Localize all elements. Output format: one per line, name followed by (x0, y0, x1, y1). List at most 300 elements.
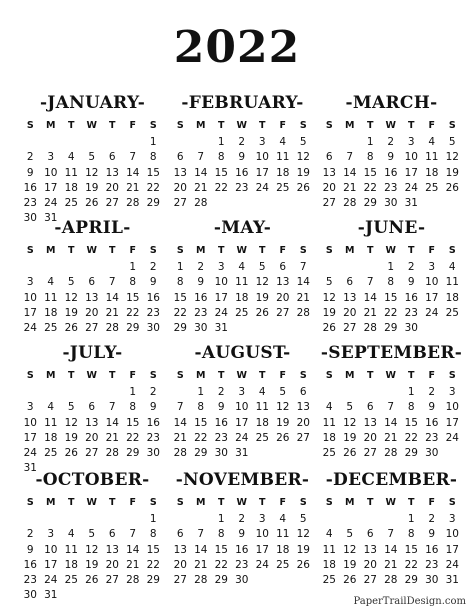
day-cell: 21 (105, 306, 119, 319)
day-cell: 5 (88, 528, 96, 541)
day-cell: 18 (322, 431, 336, 444)
day-cell: 10 (44, 166, 58, 179)
weekday-header: S (176, 497, 184, 508)
weekday-header: M (46, 497, 56, 508)
month-february (170, 92, 315, 211)
day-cell: 17 (214, 291, 228, 304)
weekday-header: M (196, 497, 206, 508)
empty-cell (170, 385, 191, 400)
day-grid (20, 241, 165, 336)
day-cell: 10 (445, 528, 459, 541)
day-cell: 12 (85, 166, 99, 179)
day-cell: 8 (407, 528, 415, 541)
day-cell: 12 (445, 151, 459, 164)
weekday-header: M (196, 245, 206, 256)
day-cell: 21 (126, 558, 140, 571)
day-cell: 29 (146, 574, 160, 587)
day-cell: 19 (343, 558, 357, 571)
day-cell: 30 (146, 447, 160, 460)
day-cell: 30 (23, 589, 37, 602)
day-cell: 16 (146, 291, 160, 304)
day-cell: 30 (194, 322, 208, 335)
day-cell: 15 (214, 543, 228, 556)
day-cell: 28 (105, 447, 119, 460)
day-cell: 16 (235, 543, 249, 556)
day-cell: 3 (238, 386, 246, 398)
empty-cell (340, 135, 361, 150)
day-cell: 27 (85, 322, 99, 335)
day-cell: 31 (44, 212, 58, 225)
day-cell: 7 (366, 276, 374, 289)
weekday-header: T (259, 497, 266, 508)
weekday-header: F (428, 245, 435, 256)
weekday-header: F (428, 370, 435, 381)
day-cell: 8 (387, 276, 395, 289)
day-cell: 30 (425, 447, 439, 460)
day-cell: 2 (217, 386, 225, 398)
day-cell: 7 (387, 528, 395, 541)
day-cell: 11 (276, 528, 290, 541)
day-cell: 6 (325, 151, 333, 164)
day-grid (20, 366, 165, 477)
day-cell: 1 (366, 136, 374, 148)
weekday-header: T (218, 370, 225, 381)
day-cell: 5 (67, 401, 75, 414)
day-cell: 10 (23, 416, 37, 429)
empty-cell (319, 260, 340, 275)
weekday-header: S (325, 245, 333, 256)
day-cell: 17 (23, 431, 37, 444)
day-cell: 29 (146, 197, 160, 210)
weekday-header: T (68, 120, 75, 131)
day-cell: 28 (194, 574, 208, 587)
day-cell: 27 (173, 197, 187, 210)
weekday-header: W (385, 497, 396, 508)
day-cell: 28 (384, 574, 398, 587)
day-cell: 4 (47, 276, 55, 289)
day-cell: 19 (322, 306, 336, 319)
day-cell: 13 (173, 166, 187, 179)
day-cell: 22 (214, 181, 228, 194)
month-name: -JULY- (62, 343, 123, 363)
day-cell: 23 (235, 558, 249, 571)
empty-cell (360, 260, 381, 275)
weekday-header: T (259, 370, 266, 381)
day-cell: 26 (64, 447, 78, 460)
weekday-header: W (236, 245, 247, 256)
day-cell: 18 (44, 306, 58, 319)
day-cell: 26 (322, 322, 336, 335)
day-cell: 8 (217, 528, 225, 541)
day-cell: 22 (173, 306, 187, 319)
year-title: 2022 (173, 22, 301, 73)
day-cell: 8 (407, 401, 415, 414)
weekday-header: W (236, 497, 247, 508)
day-cell: 5 (346, 401, 354, 414)
day-cell: 31 (445, 574, 459, 587)
day-cell: 18 (445, 291, 459, 304)
month-name: -OCTOBER- (35, 470, 150, 490)
day-cell: 2 (387, 136, 395, 148)
day-cell: 23 (194, 306, 208, 319)
day-cell: 3 (217, 261, 225, 273)
day-grid (20, 493, 165, 604)
day-cell: 10 (23, 291, 37, 304)
day-cell: 13 (85, 416, 99, 429)
empty-cell (41, 135, 62, 150)
day-cell: 31 (404, 197, 418, 210)
day-cell: 24 (23, 447, 37, 460)
day-cell: 4 (279, 136, 287, 148)
day-cell: 12 (276, 401, 290, 414)
weekday-header: T (109, 370, 116, 381)
empty-cell (20, 135, 41, 150)
day-cell: 10 (445, 401, 459, 414)
day-cell: 18 (276, 166, 290, 179)
weekday-header: S (325, 370, 333, 381)
day-cell: 16 (214, 416, 228, 429)
day-cell: 18 (64, 558, 78, 571)
day-cell: 15 (126, 416, 140, 429)
day-cell: 29 (173, 322, 187, 335)
day-cell: 17 (404, 166, 418, 179)
day-cell: 5 (346, 528, 354, 541)
day-cell: 3 (448, 513, 456, 525)
day-cell: 1 (217, 136, 225, 148)
day-cell: 1 (407, 513, 415, 525)
day-cell: 13 (105, 543, 119, 556)
weekday-header: F (428, 497, 435, 508)
month-name: -SEPTEMBER- (320, 343, 463, 363)
day-cell: 26 (255, 306, 269, 319)
weekday-header: S (448, 370, 456, 381)
weekday-header: F (129, 120, 136, 131)
day-cell: 14 (296, 276, 310, 289)
day-cell: 1 (197, 386, 205, 398)
empty-cell (360, 385, 381, 400)
day-cell: 20 (85, 431, 99, 444)
day-cell: 24 (44, 574, 58, 587)
day-cell: 11 (425, 151, 439, 164)
day-cell: 24 (445, 558, 459, 571)
day-cell: 14 (173, 416, 187, 429)
day-cell: 17 (44, 181, 58, 194)
day-cell: 13 (363, 416, 377, 429)
day-cell: 29 (194, 447, 208, 460)
day-grid (170, 241, 315, 336)
day-cell: 8 (197, 401, 205, 414)
day-cell: 2 (149, 261, 157, 273)
day-cell: 23 (23, 197, 37, 210)
day-cell: 3 (47, 151, 55, 164)
day-cell: 8 (129, 276, 137, 289)
day-cell: 2 (238, 136, 246, 148)
weekday-header: T (367, 370, 374, 381)
weekday-header: W (86, 245, 97, 256)
day-cell: 3 (258, 513, 266, 525)
day-cell: 26 (85, 197, 99, 210)
day-cell: 7 (197, 528, 205, 541)
site-credit: PaperTrailDesign.com (353, 596, 466, 607)
day-cell: 16 (23, 558, 37, 571)
day-cell: 9 (197, 276, 205, 289)
day-cell: 10 (255, 528, 269, 541)
day-cell: 7 (346, 151, 354, 164)
day-cell: 20 (343, 306, 357, 319)
empty-cell (41, 260, 62, 275)
day-cell: 2 (407, 261, 415, 273)
empty-cell (102, 385, 123, 400)
weekday-header: S (325, 120, 333, 131)
day-cell: 1 (387, 261, 395, 273)
day-cell: 13 (343, 291, 357, 304)
day-cell: 14 (126, 166, 140, 179)
day-cell: 19 (343, 431, 357, 444)
day-cell: 21 (343, 181, 357, 194)
day-cell: 15 (146, 543, 160, 556)
day-cell: 1 (407, 386, 415, 398)
month-june (319, 217, 464, 336)
day-cell: 17 (445, 543, 459, 556)
weekday-header: S (176, 120, 184, 131)
day-cell: 15 (126, 291, 140, 304)
day-cell: 18 (235, 291, 249, 304)
day-cell: 15 (384, 291, 398, 304)
day-cell: 23 (404, 306, 418, 319)
day-cell: 20 (296, 416, 310, 429)
day-cell: 4 (67, 151, 75, 164)
day-cell: 4 (428, 136, 436, 148)
day-cell: 9 (26, 543, 34, 556)
weekday-header: T (218, 497, 225, 508)
day-cell: 18 (255, 416, 269, 429)
day-cell: 14 (384, 416, 398, 429)
day-cell: 27 (105, 197, 119, 210)
day-cell: 10 (214, 276, 228, 289)
day-cell: 3 (407, 136, 415, 148)
day-cell: 17 (255, 543, 269, 556)
day-cell: 17 (445, 416, 459, 429)
day-cell: 4 (325, 401, 333, 414)
day-cell: 8 (366, 151, 374, 164)
day-cell: 26 (343, 447, 357, 460)
day-cell: 1 (129, 386, 137, 398)
weekday-header: T (109, 120, 116, 131)
weekday-header: T (259, 245, 266, 256)
day-grid (319, 493, 464, 588)
day-cell: 25 (64, 574, 78, 587)
day-cell: 8 (149, 528, 157, 541)
weekday-header: W (385, 120, 396, 131)
day-cell: 10 (404, 151, 418, 164)
day-cell: 26 (64, 322, 78, 335)
day-cell: 25 (445, 306, 459, 319)
day-cell: 27 (296, 431, 310, 444)
weekday-header: M (345, 120, 355, 131)
day-cell: 10 (425, 276, 439, 289)
weekday-header: S (26, 120, 34, 131)
weekday-header: M (196, 120, 206, 131)
day-cell: 4 (448, 261, 456, 273)
empty-cell (123, 135, 144, 150)
day-cell: 20 (105, 558, 119, 571)
day-cell: 12 (64, 416, 78, 429)
day-cell: 28 (126, 197, 140, 210)
day-cell: 7 (176, 401, 184, 414)
weekday-header: F (129, 370, 136, 381)
weekday-header: M (345, 497, 355, 508)
day-cell: 30 (235, 574, 249, 587)
month-july (20, 342, 165, 477)
day-cell: 6 (299, 386, 307, 398)
empty-cell (61, 135, 82, 150)
day-cell: 12 (85, 543, 99, 556)
day-cell: 18 (64, 181, 78, 194)
day-cell: 14 (343, 166, 357, 179)
day-cell: 13 (173, 543, 187, 556)
day-cell: 28 (126, 574, 140, 587)
day-cell: 3 (47, 528, 55, 541)
day-cell: 20 (363, 431, 377, 444)
day-cell: 14 (105, 291, 119, 304)
day-cell: 22 (146, 558, 160, 571)
day-cell: 6 (88, 401, 96, 414)
empty-cell (61, 512, 82, 527)
day-cell: 12 (343, 543, 357, 556)
weekday-header: W (236, 120, 247, 131)
day-cell: 4 (67, 528, 75, 541)
day-cell: 8 (129, 401, 137, 414)
day-cell: 22 (363, 181, 377, 194)
month-march (319, 92, 464, 211)
day-cell: 6 (279, 261, 287, 273)
day-cell: 5 (299, 513, 307, 525)
month-august (170, 342, 315, 461)
day-cell: 16 (23, 181, 37, 194)
day-cell: 4 (258, 386, 266, 398)
empty-cell (102, 260, 123, 275)
day-cell: 15 (363, 166, 377, 179)
day-cell: 22 (194, 431, 208, 444)
weekday-header: T (109, 245, 116, 256)
day-grid (319, 116, 464, 211)
empty-cell (41, 512, 62, 527)
weekday-header: T (408, 245, 415, 256)
day-cell: 16 (146, 416, 160, 429)
day-cell: 26 (276, 431, 290, 444)
month-december (319, 469, 464, 588)
day-cell: 30 (214, 447, 228, 460)
day-cell: 25 (44, 447, 58, 460)
day-cell: 27 (363, 574, 377, 587)
day-cell: 28 (194, 197, 208, 210)
month-name: -JUNE- (357, 218, 426, 238)
day-cell: 31 (214, 322, 228, 335)
weekday-header: T (109, 497, 116, 508)
day-cell: 25 (322, 447, 336, 460)
day-cell: 8 (217, 151, 225, 164)
day-cell: 10 (235, 401, 249, 414)
day-cell: 9 (428, 401, 436, 414)
day-grid (170, 366, 315, 461)
empty-cell (191, 135, 212, 150)
day-cell: 31 (235, 447, 249, 460)
day-cell: 17 (255, 166, 269, 179)
day-cell: 6 (346, 276, 354, 289)
day-cell: 5 (325, 276, 333, 289)
day-cell: 14 (194, 166, 208, 179)
day-cell: 11 (44, 291, 58, 304)
month-january (20, 92, 165, 227)
day-cell: 19 (64, 306, 78, 319)
day-cell: 7 (108, 276, 116, 289)
day-cell: 19 (445, 166, 459, 179)
month-name: -MARCH- (345, 93, 438, 113)
day-grid (170, 116, 315, 211)
day-cell: 17 (44, 558, 58, 571)
empty-cell (319, 135, 340, 150)
weekday-header: S (299, 497, 307, 508)
day-cell: 13 (276, 276, 290, 289)
day-cell: 24 (255, 558, 269, 571)
day-cell: 5 (279, 386, 287, 398)
month-october (20, 469, 165, 604)
weekday-header: F (279, 245, 286, 256)
day-cell: 22 (404, 431, 418, 444)
day-cell: 22 (404, 558, 418, 571)
day-cell: 23 (23, 574, 37, 587)
month-september (319, 342, 464, 461)
day-grid (319, 241, 464, 336)
empty-cell (41, 385, 62, 400)
day-cell: 29 (126, 322, 140, 335)
day-cell: 27 (322, 197, 336, 210)
empty-cell (20, 512, 41, 527)
day-cell: 2 (428, 386, 436, 398)
day-cell: 18 (322, 558, 336, 571)
weekday-header: S (448, 245, 456, 256)
day-cell: 19 (85, 181, 99, 194)
day-cell: 2 (26, 151, 34, 164)
weekday-header: S (149, 245, 157, 256)
day-cell: 11 (64, 166, 78, 179)
day-cell: 30 (146, 322, 160, 335)
day-cell: 20 (322, 181, 336, 194)
weekday-header: W (86, 370, 97, 381)
weekday-header: S (325, 497, 333, 508)
weekday-header: M (345, 245, 355, 256)
weekday-header: S (26, 497, 34, 508)
month-name: -APRIL- (54, 218, 131, 238)
day-cell: 29 (404, 447, 418, 460)
weekday-header: T (367, 120, 374, 131)
day-cell: 20 (173, 558, 187, 571)
day-cell: 8 (149, 151, 157, 164)
empty-cell (102, 135, 123, 150)
day-cell: 3 (448, 386, 456, 398)
day-cell: 19 (296, 543, 310, 556)
weekday-header: T (408, 370, 415, 381)
day-cell: 5 (67, 276, 75, 289)
day-cell: 6 (108, 151, 116, 164)
day-cell: 4 (279, 513, 287, 525)
day-cell: 29 (384, 322, 398, 335)
weekday-header: S (448, 497, 456, 508)
weekday-header: S (448, 120, 456, 131)
day-cell: 27 (343, 322, 357, 335)
day-grid (170, 493, 315, 588)
day-cell: 9 (149, 401, 157, 414)
